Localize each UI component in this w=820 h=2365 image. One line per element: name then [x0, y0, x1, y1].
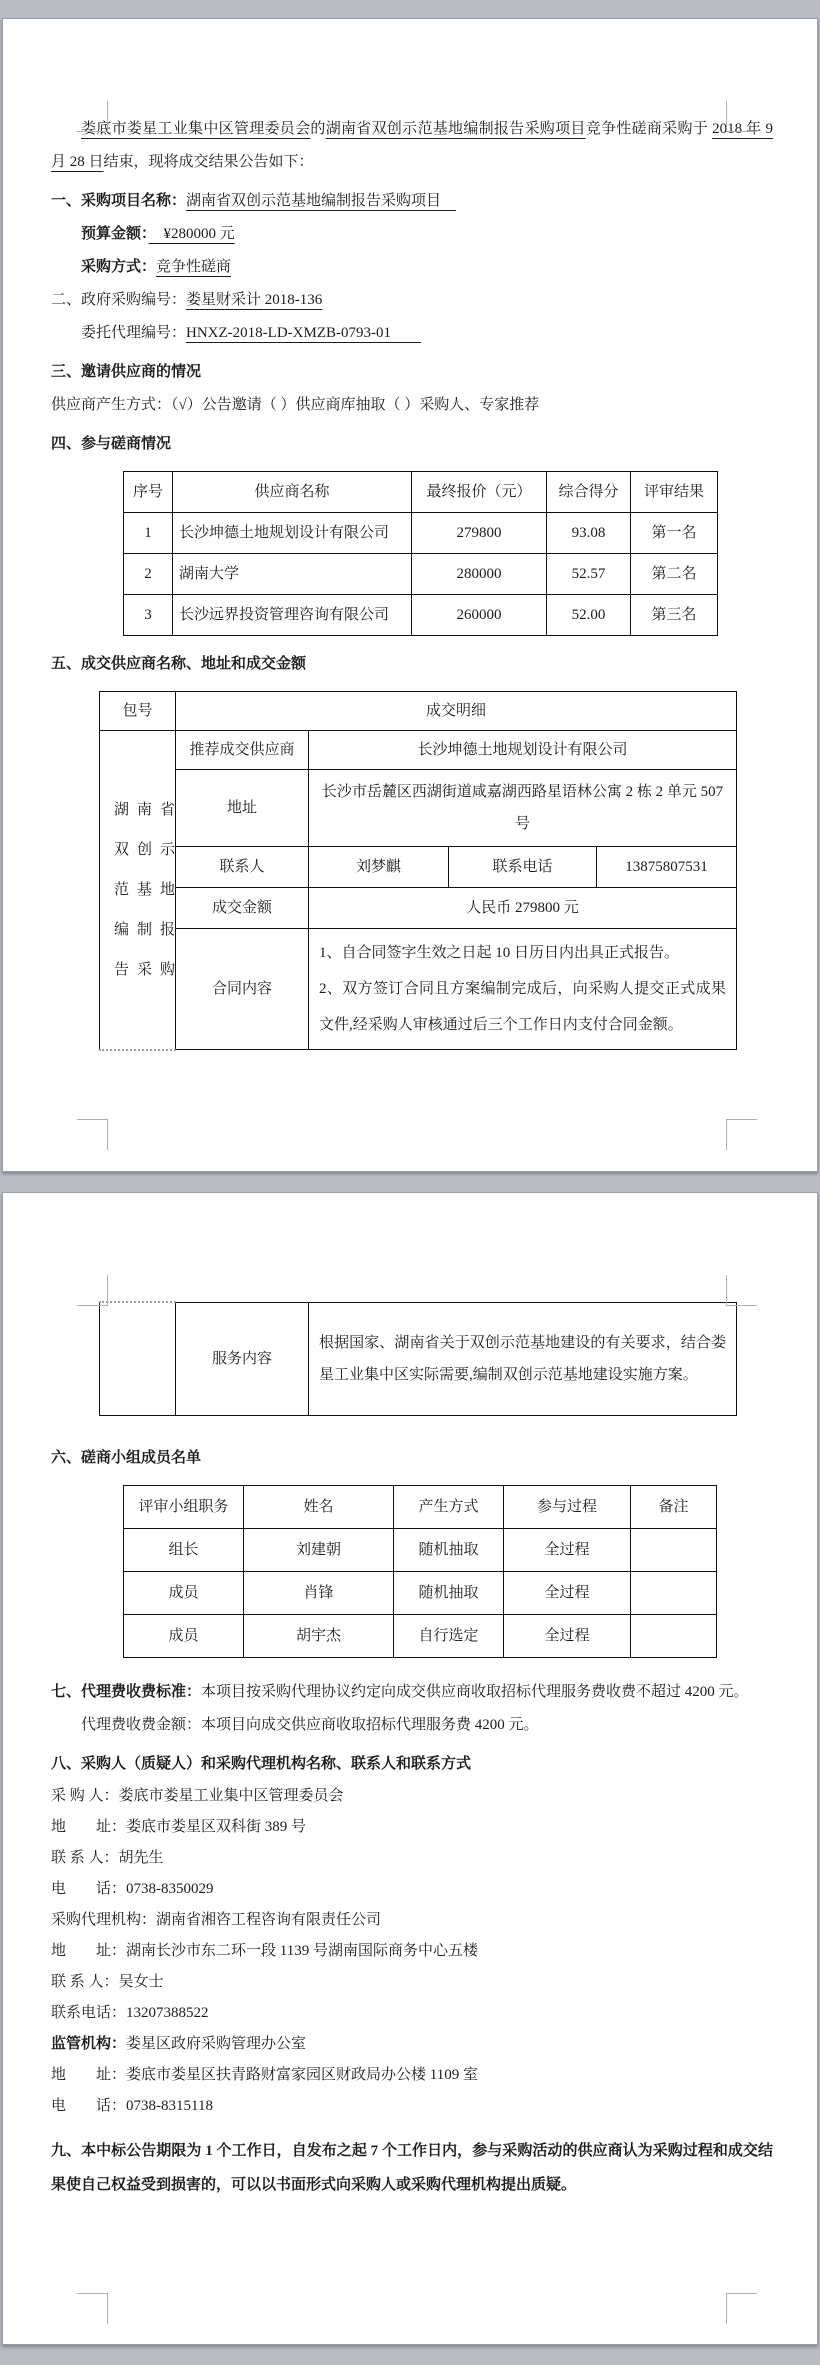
- address-label: 地址: [176, 770, 309, 847]
- contact-value: 娄底市娄星工业集中区管理委员会: [118, 1787, 344, 1804]
- intro-paragraph: [51, 113, 773, 179]
- contact-line-agency-address: [51, 1936, 773, 1967]
- budget-line: [51, 218, 773, 251]
- contact-value: 娄底市娄星区双科街 389 号: [126, 1818, 307, 1835]
- col-header-supplier: 供应商名称: [173, 472, 412, 513]
- table-row: [124, 1614, 717, 1657]
- cell-seq: 2: [124, 554, 173, 595]
- crop-mark-top-right: [726, 1275, 757, 1306]
- contact-line-regulator: [51, 2029, 773, 2060]
- section-9-paragraph: 九、本中标公告期限为 1 个工作日，自发布之起 7 个工作日内，参与采购活动的供应商认为采购过程和成交结果使自己权益受到损害的，可以以书面形式向采购人或采购代理机构提出质疑。: [51, 2142, 773, 2193]
- section-1-label: 一、采购项目名称：: [51, 193, 187, 209]
- contact-line-agency: [51, 1905, 773, 1936]
- contact-value: 湖南省湘咨工程咨询有限责任公司: [156, 1911, 382, 1928]
- section-7-label: 七、代理费收费标准：: [51, 1683, 202, 1700]
- cell-remark: [631, 1614, 717, 1657]
- contact-value: 湖南长沙市东二环一段 1139 号湖南国际商务中心五楼: [126, 1942, 478, 1959]
- contact-label: 地 址：: [51, 2066, 127, 2083]
- section-1-value: 湖南省双创示范基地编制报告采购项目: [186, 193, 457, 209]
- contact-value: 13207388522: [126, 2004, 209, 2021]
- contract-line-1: 1、自合同签字生效之日起 10 日历日内出具正式报告。: [319, 945, 680, 961]
- cell-participation: 全过程: [504, 1528, 631, 1571]
- package-name-line: 范基地: [114, 881, 184, 898]
- cell-role: 成员: [124, 1571, 244, 1614]
- cell-score: 52.00: [547, 595, 631, 636]
- col-header-score: 综合得分: [547, 472, 631, 513]
- contact-value: 刘梦麒: [309, 847, 449, 888]
- crop-mark-top-left: [77, 1275, 108, 1306]
- crop-mark-top-left: [77, 101, 108, 132]
- contact-label: 采购代理机构：: [51, 1911, 157, 1928]
- intro-connector: 的: [310, 121, 326, 137]
- contact-label: 地 址：: [51, 1942, 127, 1959]
- section-2-procurement-no: [51, 284, 773, 317]
- page-1-content: [3, 19, 817, 1051]
- contract-content-cell: [309, 929, 737, 1050]
- panel-table: [123, 1485, 717, 1658]
- col-header-selection: 产生方式: [394, 1485, 504, 1528]
- cell-seq: 3: [124, 595, 173, 636]
- crop-mark-bottom-right: [726, 2293, 757, 2324]
- section-8-title: 八、采购人（质疑人）和采购代理机构名称、联系人和联系方式: [51, 1755, 472, 1772]
- page-1: [2, 18, 818, 1172]
- contract-line-2: 2、双方签订合同且方案编制完成后，向采购人提交正式成果文件,经采购人审核通过后三个工作日内支付合同金额。: [319, 981, 727, 1033]
- method-value: 竞争性磋商: [156, 259, 232, 275]
- address-value: 长沙市岳麓区西湖街道咸嘉湖西路星语林公寓 2 栋 2 单元 507 号: [309, 770, 737, 847]
- section-5-title: 五、成交供应商名称、地址和成交金额: [51, 656, 307, 672]
- cell-price: 279800: [412, 513, 547, 554]
- supplier-source-line: 供应商产生方式：（√）公告邀请（ ）供应商库抽取（ ）采购人、专家推荐: [51, 397, 540, 413]
- amount-label: 成交金额: [176, 888, 309, 929]
- contact-line-regulator-phone: [51, 2091, 773, 2122]
- cell-role: 组长: [124, 1528, 244, 1571]
- section-4-title: 四、参与磋商情况: [51, 436, 172, 452]
- viewer-top-margin: [0, 0, 820, 18]
- cell-role: 成员: [124, 1614, 244, 1657]
- contact-label: 联系电话：: [51, 2004, 127, 2021]
- contact-value: 胡先生: [118, 1849, 164, 1866]
- cell-result: 第二名: [631, 554, 718, 595]
- crop-mark-bottom-left: [77, 2293, 108, 2324]
- contact-label: 联 系 人：: [51, 1973, 119, 1990]
- package-name-line: 湖南省: [114, 801, 184, 818]
- panel-header-row: [124, 1485, 717, 1528]
- contact-line-person: [51, 1843, 773, 1874]
- section-6-title: 六、磋商小组成员名单: [51, 1449, 202, 1466]
- agency-fee-line: 代理费收费金额：本项目向成交供应商收取招标代理服务费 4200 元。: [81, 1716, 539, 1733]
- cell-participation: 全过程: [504, 1614, 631, 1657]
- agency-no-label: 委托代理编号：: [81, 325, 187, 341]
- award-contract-row: [100, 929, 737, 1050]
- award-table: [99, 691, 737, 1051]
- section-7-paragraph: [51, 1676, 773, 1709]
- cell-result: 第三名: [631, 595, 718, 636]
- cell-price: 260000: [412, 595, 547, 636]
- purchaser-name: 娄底市娄星工业集中区管理委员会: [81, 121, 311, 137]
- col-header-remark: 备注: [631, 1485, 717, 1528]
- package-name-line: 双创示: [114, 841, 184, 858]
- section-7-text: 本项目按采购代理协议约定向成交供应商收取招标代理服务费收费不超过 4200 元。: [201, 1683, 749, 1700]
- contact-value: 0738-8350029: [126, 1880, 214, 1897]
- package-name-line: 告采购: [114, 961, 184, 978]
- contact-label: 联 系 人：: [51, 1849, 119, 1866]
- cell-name: 刘建朝: [244, 1528, 394, 1571]
- contact-line-regulator-address: [51, 2060, 773, 2091]
- cell-name: 胡宇杰: [244, 1614, 394, 1657]
- project-name: 湖南省双创示范基地编制报告采购项目: [325, 121, 586, 137]
- table-row: [124, 554, 718, 595]
- regulator-label: 监管机构：: [51, 2035, 127, 2052]
- viewer-bottom-margin: [0, 2345, 820, 2365]
- table-row: [124, 513, 718, 554]
- award-address-row: [100, 770, 737, 847]
- contact-line-phone: [51, 1874, 773, 1905]
- table-row: [124, 1571, 717, 1614]
- intro-method-text: 竞争性磋商采购于: [585, 121, 713, 137]
- section-1-project-name: [51, 185, 773, 218]
- col-header-result: 评审结果: [631, 472, 718, 513]
- crop-mark-top-right: [726, 101, 757, 132]
- package-name-line: 编制报: [114, 921, 184, 938]
- award-contact-row: [100, 847, 737, 888]
- award-detail-header: 成交明细: [176, 692, 737, 731]
- amount-value: 人民币 279800 元: [309, 888, 737, 929]
- table-row: [124, 595, 718, 636]
- cell-name: 肖锋: [244, 1571, 394, 1614]
- section-2-value: 娄星财采计 2018-136: [186, 292, 323, 308]
- cell-supplier: 长沙远界投资管理咨询有限公司: [173, 595, 412, 636]
- intro-tail: 结束，现将成交结果公告如下：: [103, 154, 314, 170]
- col-header-participation: 参与过程: [504, 1485, 631, 1528]
- page-2-content: [3, 1193, 817, 2202]
- cell-supplier: 湖南大学: [173, 554, 412, 595]
- contact-label: 采 购 人：: [51, 1787, 119, 1804]
- contact-label: 电 话：: [51, 2097, 127, 2114]
- cell-selection: 随机抽取: [394, 1528, 504, 1571]
- contact-value: 娄星区政府采购管理办公室: [126, 2035, 307, 2052]
- negotiation-table: [123, 471, 718, 636]
- phone-label: 联系电话: [449, 847, 597, 888]
- cell-score: 52.57: [547, 554, 631, 595]
- negotiation-header-row: [124, 472, 718, 513]
- agency-no-line: [51, 317, 773, 350]
- supplier-label: 推荐成交供应商: [176, 731, 309, 770]
- cell-seq: 1: [124, 513, 173, 554]
- package-no-header: 包号: [100, 692, 176, 731]
- contact-label: 电 话：: [51, 1880, 127, 1897]
- cell-score: 93.08: [547, 513, 631, 554]
- crop-mark-bottom-left: [77, 1119, 108, 1150]
- service-label: 服务内容: [176, 1302, 309, 1415]
- award-table-continuation: [99, 1301, 737, 1416]
- cell-selection: 自行选定: [394, 1614, 504, 1657]
- page-gap: [0, 1172, 820, 1192]
- contact-label: 联系人: [176, 847, 309, 888]
- crop-mark-bottom-right: [726, 1119, 757, 1150]
- col-header-name: 姓名: [244, 1485, 394, 1528]
- end-date: 2018 年 9 月 28 日: [51, 121, 773, 170]
- package-continuation-cell: [100, 1302, 176, 1415]
- cell-selection: 随机抽取: [394, 1571, 504, 1614]
- cell-remark: [631, 1528, 717, 1571]
- page-2: [2, 1192, 818, 2345]
- method-label: 采购方式：: [81, 259, 157, 275]
- phone-value: 13875807531: [597, 847, 737, 888]
- method-line: [51, 251, 773, 284]
- section-3-title: 三、邀请供应商的情况: [51, 364, 202, 380]
- cell-participation: 全过程: [504, 1571, 631, 1614]
- contact-label: 地 址：: [51, 1818, 127, 1835]
- col-header-role: 评审小组职务: [124, 1485, 244, 1528]
- cell-supplier: 长沙坤德土地规划设计有限公司: [173, 513, 412, 554]
- section-2-label: 二、政府采购编号：: [51, 292, 187, 308]
- contact-value: 吴女士: [118, 1973, 164, 1990]
- contract-label: 合同内容: [176, 929, 309, 1050]
- contact-value: 0738-8315118: [126, 2097, 213, 2114]
- contact-value: 娄底市娄星区扶青路财富家园区财政局办公楼 1109 室: [126, 2066, 478, 2083]
- award-amount-row: [100, 888, 737, 929]
- col-header-seq: 序号: [124, 472, 173, 513]
- supplier-value: 长沙坤德土地规划设计有限公司: [309, 731, 737, 770]
- award-service-row: [100, 1302, 737, 1415]
- budget-value: ¥280000 元: [148, 226, 235, 242]
- agency-no-value: HNXZ-2018-LD-XMZB-0793-01: [186, 325, 421, 341]
- cell-remark: [631, 1571, 717, 1614]
- cell-result: 第一名: [631, 513, 718, 554]
- award-header-row: [100, 692, 737, 731]
- contact-line-agency-person: [51, 1967, 773, 1998]
- cell-price: 280000: [412, 554, 547, 595]
- package-name-cell: [100, 731, 184, 1050]
- col-header-price: 最终报价（元）: [412, 472, 547, 513]
- award-supplier-row: [100, 731, 737, 770]
- contact-line-purchaser: [51, 1781, 773, 1812]
- contact-line-address: [51, 1812, 773, 1843]
- service-value: 根据国家、湖南省关于双创示范基地建设的有关要求，结合娄星工业集中区实际需要,编制双创示范基地建设实施方案。: [309, 1302, 737, 1415]
- table-row: [124, 1528, 717, 1571]
- budget-label: 预算金额：: [81, 226, 149, 242]
- contact-line-agency-phone: [51, 1998, 773, 2029]
